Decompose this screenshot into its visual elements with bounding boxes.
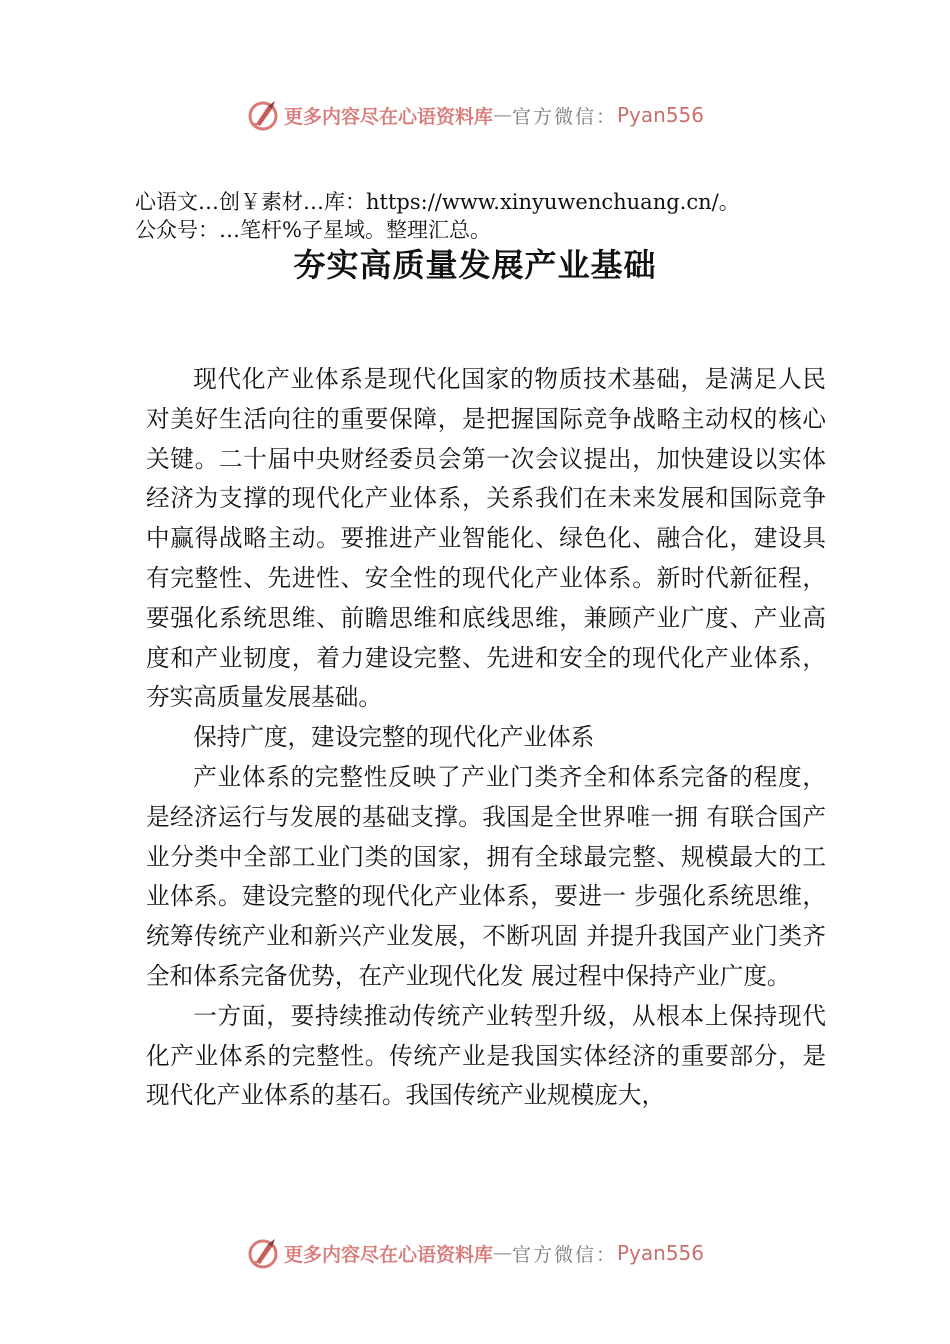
section-heading-breadth: 保持广度，建设完整的现代化产业体系 xyxy=(193,723,595,752)
watermark-main-text: 更多内容尽在心语资料库 xyxy=(283,105,493,128)
paragraph-intro: 现代化产业体系是现代化国家的物质技术基础，是满足人民对美好生活向往的重要保障，是把握国际竞争战略主动权的核心关键。二十届中央财经委员会第一次会议提出，加快建设以实体经济为支撑的现代化产业体系，关系我们在未来发展和国际竞争中赢得战略主动。要推进产业智能化、绿色化、融合化，建设具有完整性、先进性、安全性的现代化产业体系。新时代新征程，要强化系统思维、前瞻思维和底线思维，兼顾产业广度、产业高度和产业韧度，着力建设完整、先进和安全的现代化产业体系，夯实高质量发展基础。 xyxy=(146,365,826,712)
paragraph-traditional-industry: 一方面，要持续推动传统产业转型升级，从根本上保持现代化产业体系的完整性。传统产业是我国实体经济的重要部分，是现代化产业体系的基石。我国传统产业规模庞大， xyxy=(146,1001,826,1110)
watermark-header xyxy=(0,95,950,135)
watermark-footer xyxy=(0,1233,950,1273)
watermark-wechat-id: Pyan556 xyxy=(617,1241,705,1265)
source-account-line: 公众号：…笔杆%子星域。整理汇总。 xyxy=(135,218,491,242)
watermark-separator: — xyxy=(492,104,512,126)
pen-nib-circle-icon xyxy=(246,1236,280,1270)
watermark-separator: — xyxy=(492,1242,512,1264)
watermark-wechat-id: Pyan556 xyxy=(617,103,705,127)
watermark-main-text: 更多内容尽在心语资料库 xyxy=(283,1243,493,1266)
document-title: 夯实高质量发展产业基础 xyxy=(293,246,657,284)
document-body xyxy=(146,360,826,1116)
source-website-line: 心语文…创￥素材…库：https://www.xinyuwenchuang.cn/。 xyxy=(135,190,740,214)
watermark-label: 官方微信： xyxy=(511,105,617,128)
pen-nib-circle-icon xyxy=(246,98,280,132)
paragraph-completeness: 产业体系的完整性反映了产业门类齐全和体系完备的程度，是经济运行与发展的基础支撑。我国是全世界唯一拥 有联合国产业分类中全部工业门类的国家，拥有全球最完整、规模最大的工业体系。建设完整的现代化产业体系，要进一 步强化系统思维，统筹传统产业和新兴产业发展，不断巩固 并提升我国产业门类齐全和体系完备优势，在产业现代化发 展过程中保持产业广度。 xyxy=(146,762,826,990)
watermark-label: 官方微信： xyxy=(511,1243,617,1266)
